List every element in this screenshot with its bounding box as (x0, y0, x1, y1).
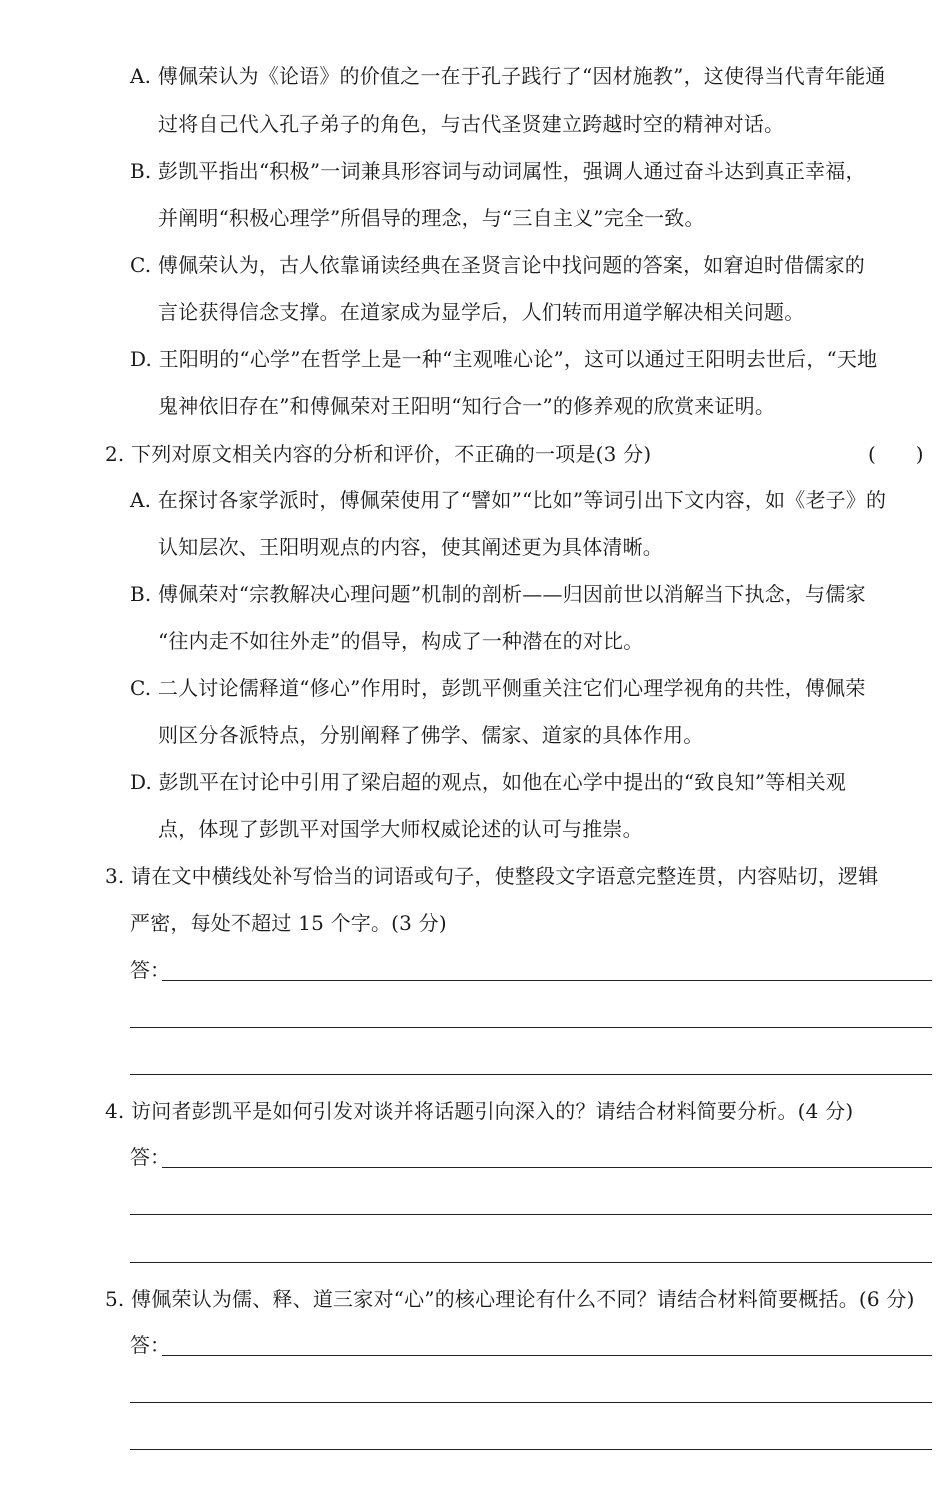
q3-answer-line-2[interactable] (130, 1027, 932, 1028)
q4-answer-label: 答： (130, 1145, 170, 1169)
q2-option-a-line-1: A. 在探讨各家学派时，傅佩荣使用了“譬如”“比如”等词引出下文内容，如《老子》的 (130, 488, 887, 512)
q1-option-a-line-1: A. 傅佩荣认为《论语》的价值之一在于孔子践行了“因材施教”，这使得当代青年能通 (130, 64, 886, 88)
q1-option-a-line-2: 过将自己代入孔子弟子的角色，与古代圣贤建立跨越时空的精神对话。 (158, 112, 785, 136)
q1-option-b-line-2: 并阐明“积极心理学”所倡导的理念，与“三自主义”完全一致。 (158, 206, 705, 230)
q2-option-b-line-1: B. 傅佩荣对“宗教解决心理问题”机制的剖析——归因前世以消解当下执念，与儒家 (130, 582, 866, 606)
q4-stem: 4. 访问者彭凯平是如何引发对谈并将话题引向深入的？请结合材料简要分析。(4 分) (105, 1099, 854, 1123)
q3-stem-line-1: 3. 请在文中横线处补写恰当的词语或句子，使整段文字语意完整连贯，内容贴切，逻辑 (105, 864, 879, 888)
q3-answer-line-3[interactable] (130, 1074, 932, 1075)
q3-stem-line-2: 严密，每处不超过 15 个字。(3 分) (130, 911, 447, 935)
q3-answer-label: 答： (130, 958, 170, 982)
q2-answer-parentheses[interactable]: ( ) (868, 442, 924, 466)
q4-answer-line-3[interactable] (130, 1262, 932, 1263)
q4-answer-line-1[interactable] (162, 1167, 932, 1168)
q2-option-c-line-1: C. 二人讨论儒释道“修心”作用时，彭凯平侧重关注它们心理学视角的共性，傅佩荣 (130, 676, 866, 700)
q5-answer-label: 答： (130, 1333, 170, 1357)
q4-answer-line-2[interactable] (130, 1214, 932, 1215)
q1-option-b-line-1: B. 彭凯平指出“积极”一词兼具形容词与动词属性，强调人通过奋斗达到真正幸福， (130, 159, 866, 183)
q2-option-a-line-2: 认知层次、王阳明观点的内容，使其阐述更为具体清晰。 (158, 535, 663, 559)
q2-option-d-line-1: D. 彭凯平在讨论中引用了梁启超的观点，如他在心学中提出的“致良知”等相关观 (130, 770, 847, 794)
q3-answer-line-1[interactable] (162, 980, 932, 981)
q5-answer-line-3[interactable] (130, 1449, 932, 1450)
q5-answer-line-2[interactable] (130, 1402, 932, 1403)
q5-stem: 5. 傅佩荣认为儒、释、道三家对“心”的核心理论有什么不同？请结合材料简要概括。(6 分) (105, 1287, 915, 1311)
q2-option-d-line-2: 点，体现了彭凯平对国学大师权威论述的认可与推崇。 (158, 817, 643, 841)
q2-option-c-line-2: 则区分各派特点，分别阐释了佛学、儒家、道家的具体作用。 (158, 723, 704, 747)
q2-stem: 2. 下列对原文相关内容的分析和评价，不正确的一项是(3 分) (105, 442, 652, 466)
q1-option-d-line-1: D. 王阳明的“心学”在哲学上是一种“主观唯心论”，这可以通过王阳明去世后，“天地 (130, 347, 878, 371)
q2-option-b-line-2: “往内走不如往外走”的倡导，构成了一种潜在的对比。 (158, 629, 644, 653)
q1-option-d-line-2: 鬼神依旧存在”和傅佩荣对王阳明“知行合一”的修养观的欣赏来证明。 (158, 394, 776, 418)
q1-option-c-line-2: 言论获得信念支撑。在道家成为显学后，人们转而用道学解决相关问题。 (158, 300, 805, 324)
q5-answer-line-1[interactable] (162, 1355, 932, 1356)
q1-option-c-line-1: C. 傅佩荣认为，古人依靠诵读经典在圣贤言论中找问题的答案，如窘迫时借儒家的 (130, 253, 865, 277)
